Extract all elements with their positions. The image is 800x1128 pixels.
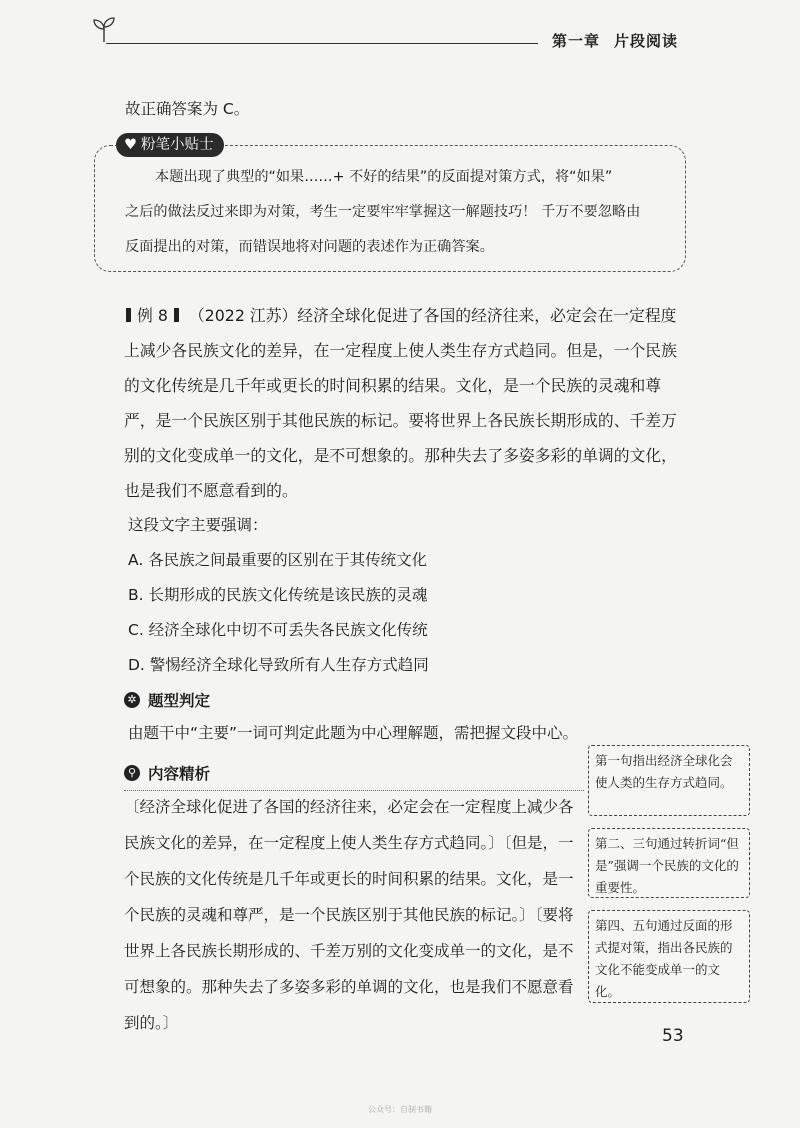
footer-watermark: 公众号：自制书籍	[368, 1105, 432, 1114]
page-header	[0, 0, 800, 60]
analysis-title: 内容精析	[148, 765, 211, 783]
tip-line: 本题出现了典型的“如果……+ 不好的结果”的反面提对策方式，将“如果”	[155, 169, 613, 185]
tip-text	[125, 160, 680, 265]
example-question	[124, 298, 686, 508]
sprout-icon: ♥	[124, 137, 137, 153]
analysis-part-2: 但是，一个民族的文化传统是几千年或更长的时间积累的结果。文化，是一个民族的灵魂和尊严，是一个民族区别于其他民族的标记。	[124, 834, 574, 924]
chapter-label: 第一章	[552, 32, 601, 50]
example-source: （2022 江苏）	[188, 306, 298, 325]
previous-answer-conclusion: 故正确答案为 C。	[125, 100, 250, 118]
tip-label	[116, 133, 224, 157]
judge-title: 题型判定	[148, 692, 211, 710]
tip-line: 反面提出的对策，而错误地将对问题的表述作为正确答案。	[125, 239, 494, 255]
question-stem: 这段文字主要强调：	[128, 516, 268, 534]
side-note: 第二、三句通过转折词“但是”强调一个民族的文化的重要性。	[588, 828, 750, 898]
running-title	[552, 30, 678, 51]
example-marker	[126, 308, 131, 322]
page-number: 53	[662, 1026, 684, 1046]
judge-text: 由题干中“主要”一词可判定此题为中心理解题，需把握文段中心。	[128, 724, 579, 742]
option-b: B. 长期形成的民族文化传统是该民族的灵魂	[128, 586, 428, 604]
option-d: D. 警惕经济全球化导致所有人生存方式趋同	[128, 656, 429, 674]
tip-label-text: 粉笔小贴士	[141, 137, 214, 153]
header-rule	[106, 43, 538, 44]
example-marker	[174, 308, 179, 322]
analysis-part-3: 要将世界上各民族长期形成的、千差万别的文化变成单一的文化，是不可想象的。那种失去了多姿多彩的单调的文化，也是我们不愿意看到的。	[124, 906, 574, 1032]
section-label: 片段阅读	[614, 32, 679, 50]
analysis-text: 〔经济全球化促进了各国的经济往来，必定会在一定程度上减少各民族文化的差异，在一定程度上使人类生存方式趋同。〕〔但是，一个民族的文化传统是几千年或更长的时间积累的结果。文化，是一个民族的灵魂和尊严，是一个民族区别于其他民族的标记。〕〔要将世界上各民族长期形成的、千差万别的文化变成单一的文化，是不可想象的。那种失去了多姿多彩的单调的文化，也是我们不愿意看到的。〕	[124, 798, 574, 1032]
example-text: 经济全球化促进了各国的经济往来，必定会在一定程度上减少各民族文化的差异，在一定程度上使人类生存方式趋同。但是，一个民族的文化传统是几千年或更长的时间积累的结果。文化，是一个民族的灵魂和尊严，是一个民族区别于其他民族的标记。要将世界上各民族长期形成的、千差万别的文化变成单一的文化，是不可想象的。那种失去了多姿多彩的单调的文化，也是我们不愿意看到的。	[124, 306, 677, 500]
analysis-part-1: 经济全球化促进了各国的经济往来，必定会在一定程度上减少各民族文化的差异，在一定程度上使人类生存方式趋同。	[124, 798, 574, 852]
side-note: 第一句指出经济全球化会使人类的生存方式趋同。	[588, 745, 750, 816]
option-a: A. 各民族之间最重要的区别在于其传统文化	[128, 551, 428, 569]
option-c: C. 经济全球化中切不可丢失各民族文化传统	[128, 621, 428, 639]
magnifier-icon: ⚲	[124, 765, 140, 781]
judge-heading	[124, 689, 210, 711]
side-note: 第四、五句通过反面的形式提对策，指出各民族的文化不能变成单一的文化。	[588, 910, 750, 1003]
example-label: 例 8	[137, 306, 168, 325]
analysis-heading	[124, 762, 210, 784]
sprout-icon	[92, 14, 116, 44]
tip-line: 之后的做法反过来即为对策，考生一定要牢牢掌握这一解题技巧！ 千万不要忽略由	[125, 204, 641, 220]
gear-icon: ✲	[124, 692, 140, 708]
